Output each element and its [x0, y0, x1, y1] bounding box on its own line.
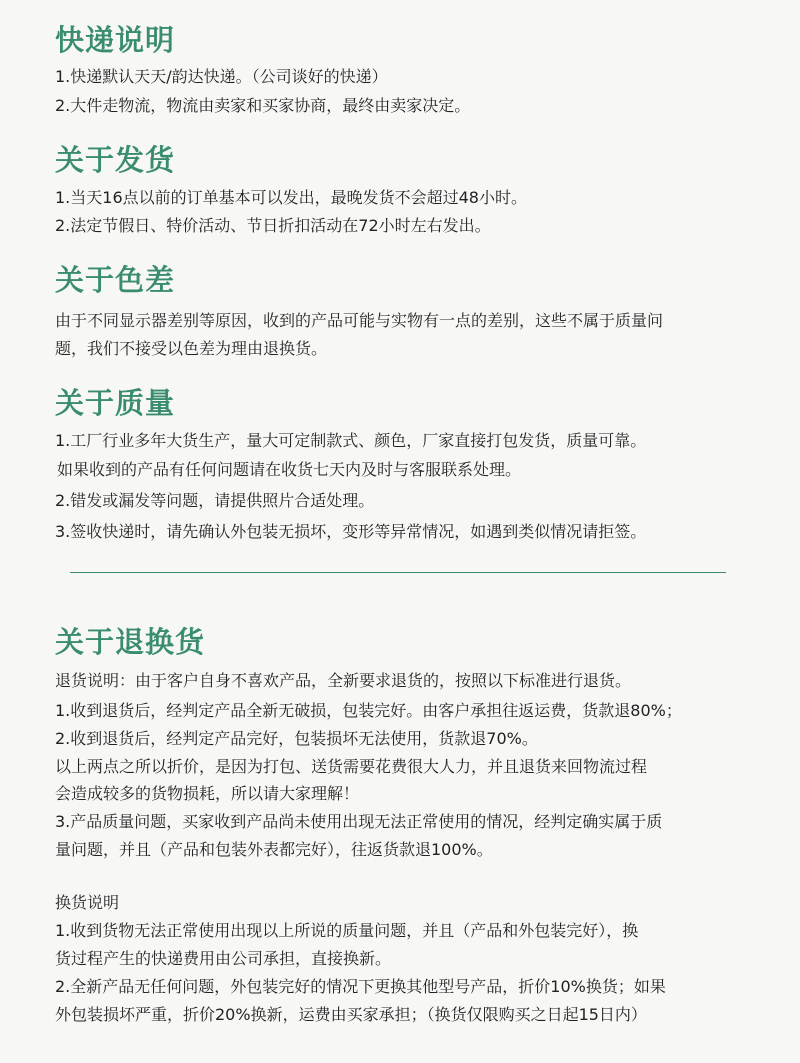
- section-title: 关于退换货: [55, 625, 206, 659]
- text-line: 题，我们不接受以色差为理由退换货。: [55, 339, 328, 358]
- text-line: 货过程产生的快递费用由公司承担，直接换新。: [55, 949, 392, 968]
- text-line: 1.收到货物无法正常使用出现以上所说的质量问题，并且（产品和外包装完好），换: [55, 921, 639, 940]
- text-line: 由于不同显示器差别等原因，收到的产品可能与实物有一点的差别，这些不属于质量问: [55, 311, 664, 330]
- section-title: 关于质量: [55, 386, 176, 420]
- text-line: 1.收到退货后，经判定产品全新无破损，包装完好。由客户承担往返运费，货款退80%；: [55, 701, 682, 720]
- text-line: 2.错发或漏发等问题，请提供照片合适处理。: [55, 491, 375, 510]
- text-line: 2.大件走物流，物流由卖家和买家协商，最终由卖家决定。: [55, 96, 471, 115]
- exchange-policy-label: 换货说明: [55, 893, 120, 912]
- text-line: 量问题，并且（产品和包装外表都完好），往返货款退100%。: [55, 840, 493, 859]
- text-line: 以上两点之所以折价，是因为打包、送货需要花费很大人力，并且退货来回物流过程: [55, 757, 648, 776]
- section-title: 快递说明: [55, 23, 176, 57]
- text-line: 会造成较多的货物损耗，所以请大家理解！: [55, 784, 360, 803]
- text-line: 3.签收快递时，请先确认外包装无损坏，变形等异常情况，如遇到类似情况请拒签。: [55, 522, 647, 541]
- text-line: 3.产品质量问题，买家收到产品尚未使用出现无法正常使用的情况，经判定确实属于质: [55, 812, 663, 831]
- section-divider: [70, 572, 726, 573]
- text-line: 2.法定节假日、特价活动、节日折扣活动在72小时左右发出。: [55, 216, 491, 235]
- text-line: 1.工厂行业多年大货生产，量大可定制款式、颜色，厂家直接打包发货，质量可靠。: [55, 431, 647, 450]
- text-line: 2.全新产品无任何问题，外包装完好的情况下更换其他型号产品，折价10%换货；如果: [55, 977, 666, 996]
- text-line: 如果收到的产品有任何问题请在收货七天内及时与客服联系处理。: [57, 460, 522, 479]
- section-title: 关于色差: [55, 263, 176, 297]
- section-title: 关于发货: [55, 143, 176, 177]
- text-line: 外包装损坏严重，折价20%换新，运费由买家承担；（换货仅限购买之日起15日内）: [55, 1005, 647, 1024]
- text-line: 1.当天16点以前的订单基本可以发出，最晚发货不会超过48小时。: [55, 188, 527, 207]
- return-policy-label: 退货说明：由于客户自身不喜欢产品，全新要求退货的，按照以下标准进行退货。: [55, 671, 632, 690]
- text-line: 1.快递默认天天/韵达快递。（公司谈好的快递）: [55, 67, 388, 86]
- text-line: 2.收到退货后，经判定产品完好，包装损坏无法使用，货款退70%。: [55, 729, 538, 748]
